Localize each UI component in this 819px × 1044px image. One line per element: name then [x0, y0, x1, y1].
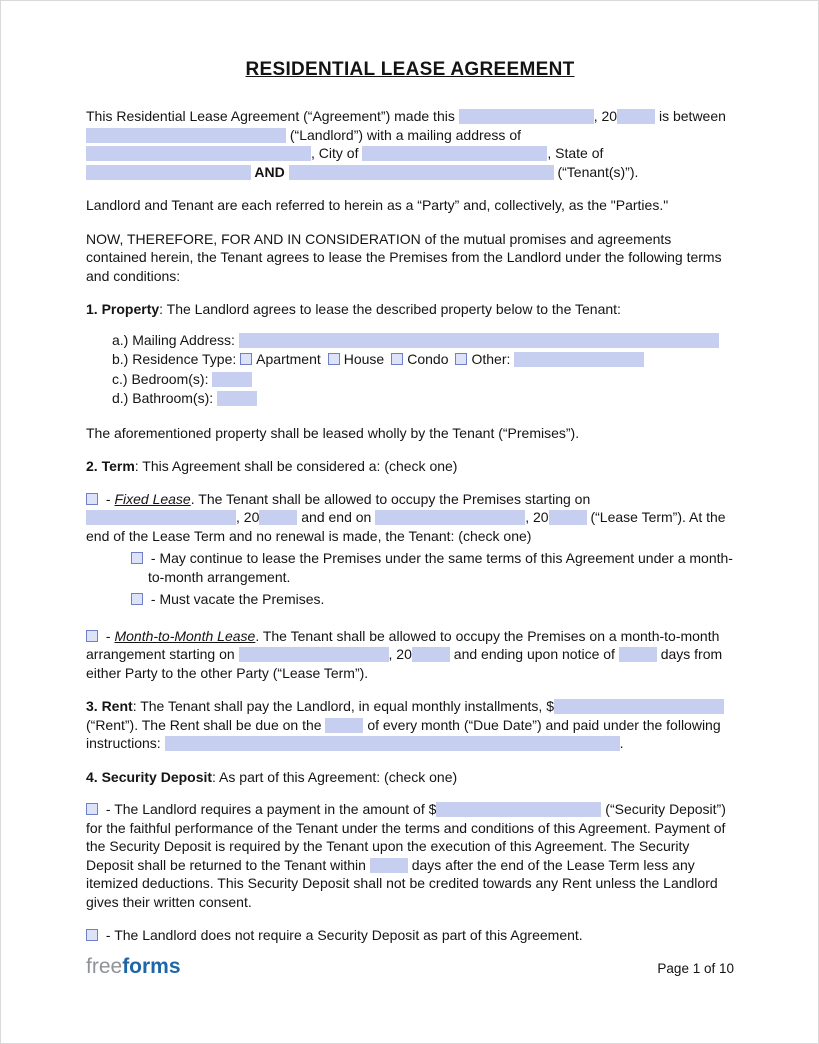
text-segment: . The Tenant shall be allowed to occupy the Premises starting on	[190, 490, 591, 507]
brand-free-text: free	[86, 955, 123, 978]
fixed-lease-option-continue	[131, 549, 734, 586]
text-segment: of every month (“Due Date”) and paid under the following instructions:	[86, 716, 721, 751]
property-item-bedrooms	[112, 370, 734, 390]
fixed-lease-label: Fixed Lease	[114, 490, 191, 507]
text-segment: , 20	[525, 509, 549, 525]
text-segment: Other:	[471, 351, 515, 367]
text-segment: : The Tenant shall pay the Landlord, in equal monthly installments, $	[132, 698, 554, 714]
page-number: Page 1 of 10	[657, 961, 734, 976]
no-security-deposit-checkbox[interactable]	[86, 929, 98, 941]
fixed-start-date-field[interactable]	[86, 510, 236, 525]
text-segment: , State of	[547, 145, 604, 161]
residence-other-field[interactable]	[514, 352, 644, 367]
fixed-lease-clause	[86, 490, 734, 546]
text-segment: c.) Bedroom(s):	[112, 370, 213, 387]
agreement-day-field[interactable]	[459, 109, 594, 124]
state-field[interactable]	[86, 165, 251, 180]
text-segment: This Residential Lease Agreement (“Agreement”) made this	[86, 108, 459, 124]
property-item-residence-type	[112, 350, 734, 370]
fixed-end-year-field[interactable]	[549, 510, 587, 525]
property-item-bathrooms	[112, 389, 734, 409]
section-number: 1. Property	[86, 301, 160, 317]
text-segment: (“Security Deposit”) for the faithful performance of the Tenant under the terms and conditions of this Agreement. Payment of the Security Deposit is required by the Tenant upon the execution of this Agreement. The Security Deposit shall be returned to the Tenant within	[86, 801, 726, 873]
text-segment: (“Lease Term”). At the end of the Lease Term and no renewal is made, the Tenant: (check one)	[86, 509, 726, 544]
text-segment: Apartment	[256, 351, 321, 367]
payment-instructions-field[interactable]	[165, 736, 620, 751]
text-segment: , 20	[236, 509, 260, 525]
text-segment: is between	[655, 108, 726, 124]
brand-forms-text: forms	[122, 955, 181, 978]
text-segment: - The Landlord does not require a Security Deposit as part of this Agreement.	[102, 927, 583, 943]
section1-heading	[86, 300, 734, 319]
text-segment: , City of	[311, 145, 363, 161]
text-segment: (“Rent”). The Rent shall be due on the	[86, 716, 326, 733]
month-to-month-lease-label: Month-to-Month Lease	[114, 627, 256, 644]
city-field[interactable]	[362, 146, 547, 161]
premises-note: The aforementioned property shall be leased wholly by the Tenant (“Premises”).	[86, 424, 580, 441]
text-segment: b.) Residence Type:	[112, 351, 241, 367]
rent-amount-field[interactable]	[554, 699, 724, 714]
property-item-mailing-address	[112, 331, 734, 351]
text-segment: -	[102, 490, 115, 507]
section-number: 3. Rent	[86, 698, 133, 714]
landlord-name-field[interactable]	[86, 128, 286, 143]
fixed-lease-option-vacate	[131, 590, 734, 609]
text-segment: days from either Party to the other Party (“Lease Term”).	[86, 646, 723, 681]
tenant-name-field[interactable]	[289, 165, 554, 180]
month-to-month-lease-checkbox[interactable]	[86, 630, 98, 642]
house-checkbox[interactable]	[328, 353, 340, 365]
page-title: RESIDENTIAL LEASE AGREEMENT	[245, 59, 575, 80]
other-checkbox[interactable]	[455, 353, 467, 365]
consideration-clause: NOW, THEREFORE, FOR AND IN CONSIDERATION of the mutual promises and agreements contained herein, the Tenant agrees to lease the Premises from the Landlord under the following terms and conditions:	[86, 230, 722, 284]
month-to-month-clause	[86, 627, 734, 683]
section3-rent-clause	[86, 697, 734, 753]
apartment-checkbox[interactable]	[240, 353, 252, 365]
text-segment: days after the end of the Lease Term less any itemized deductions. This Security Deposit shall not be credited towards any Rent unless the Landlord gives their written consent.	[86, 856, 718, 910]
text-segment: - Must vacate the Premises.	[147, 591, 325, 607]
fixed-lease-checkbox[interactable]	[86, 493, 98, 505]
property-list	[86, 331, 734, 409]
document-content	[86, 59, 734, 945]
text-segment: , 20	[593, 108, 618, 124]
must-vacate-checkbox[interactable]	[131, 593, 143, 605]
intro-paragraph	[86, 107, 734, 181]
security-deposit-required-clause	[86, 800, 734, 911]
text-segment: : As part of this Agreement: (check one)	[212, 768, 458, 785]
text-segment: , 20	[388, 646, 412, 662]
freeforms-logo	[86, 955, 181, 979]
text-segment: (“Tenant(s)”).	[553, 163, 639, 180]
bathrooms-field[interactable]	[217, 391, 257, 406]
text-segment: - The Landlord requires a payment in the amount of $	[102, 801, 437, 817]
fixed-end-date-field[interactable]	[375, 510, 525, 525]
security-deposit-required-checkbox[interactable]	[86, 803, 98, 815]
m2m-start-date-field[interactable]	[239, 647, 389, 662]
text-segment: a.) Mailing Address:	[112, 331, 239, 348]
text-segment: Condo	[407, 351, 449, 367]
landlord-mailing-address-field[interactable]	[86, 146, 311, 161]
text-segment: d.) Bathroom(s):	[112, 390, 218, 406]
security-deposit-not-required-clause	[86, 926, 734, 945]
text-segment: : This Agreement shall be considered a: (check one)	[134, 458, 458, 474]
bedrooms-field[interactable]	[212, 372, 252, 387]
section-number: 4. Security Deposit	[86, 768, 213, 785]
m2m-notice-days-field[interactable]	[619, 647, 657, 662]
section-number: 2. Term	[86, 458, 135, 474]
deposit-return-days-field[interactable]	[370, 858, 408, 873]
text-segment: : The Landlord agrees to lease the described property below to the Tenant:	[159, 301, 621, 317]
text-segment: - May continue to lease the Premises under the same terms of this Agreement under a month-to-month arrangement.	[147, 550, 733, 585]
text-segment: and end on	[297, 509, 376, 525]
fixed-start-year-field[interactable]	[259, 510, 297, 525]
rent-due-day-field[interactable]	[325, 718, 363, 733]
continue-month-to-month-checkbox[interactable]	[131, 552, 143, 564]
m2m-start-year-field[interactable]	[412, 647, 450, 662]
text-segment: . The Tenant shall be allowed to occupy the Premises on a month-to-month arrangement starting on	[86, 627, 720, 662]
condo-checkbox[interactable]	[391, 353, 403, 365]
footer	[86, 955, 734, 979]
text-segment: AND	[251, 163, 289, 180]
section2-heading	[86, 457, 734, 476]
parties-note: Landlord and Tenant are each referred to herein as a “Party” and, collectively, as the "Parties."	[86, 197, 669, 213]
text-segment: -	[102, 627, 115, 644]
security-deposit-amount-field[interactable]	[436, 802, 601, 817]
text-segment: House	[343, 351, 385, 367]
text-segment: and ending upon notice of	[449, 646, 619, 662]
text-segment: (“Landlord”) with a mailing address of	[286, 126, 521, 143]
section4-heading	[86, 768, 734, 787]
property-mailing-address-field[interactable]	[239, 333, 719, 348]
text-segment: .	[619, 735, 624, 751]
agreement-year-field[interactable]	[617, 109, 655, 124]
